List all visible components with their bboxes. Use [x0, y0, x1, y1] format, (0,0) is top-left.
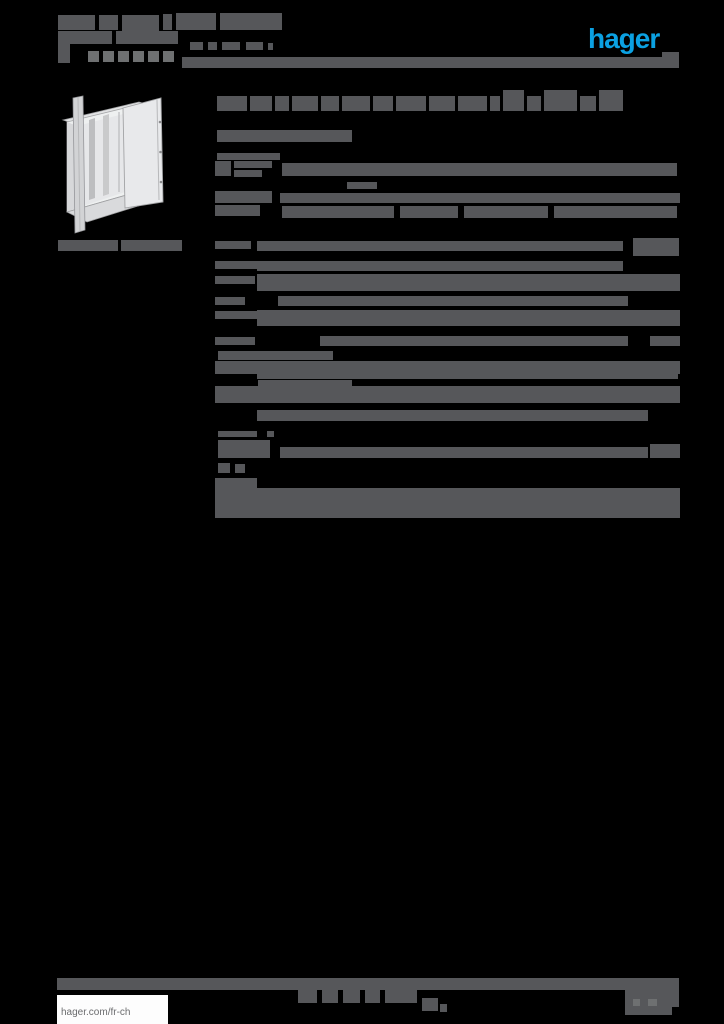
redacted-text-block [121, 240, 182, 251]
redacted-text-block [218, 440, 270, 458]
redacted-text-block [342, 96, 370, 111]
redacted-text-block [400, 206, 458, 218]
redacted-text-block [220, 13, 282, 30]
hager-logo: hager [588, 23, 660, 54]
redacted-text-block [215, 478, 257, 488]
redacted-text-block [58, 15, 95, 30]
redacted-text-block [58, 240, 118, 251]
redacted-text-block [298, 990, 317, 1003]
redacted-text-block [218, 431, 257, 437]
redacted-text-block [122, 15, 159, 31]
redacted-text-block [215, 191, 272, 203]
redacted-text-block [633, 999, 640, 1006]
redacted-text-block [217, 153, 280, 160]
redacted-text-block [257, 310, 680, 326]
redacted-text-block [163, 14, 172, 30]
redacted-text-block [99, 15, 118, 30]
redacted-text-block [215, 386, 680, 403]
redacted-text-block [396, 96, 426, 111]
footer-website-box [57, 995, 168, 1024]
redacted-text-block [343, 990, 360, 1003]
redacted-text-block [280, 447, 648, 458]
redacted-text-block [215, 241, 251, 249]
redacted-text-block [648, 999, 657, 1006]
redacted-text-block [118, 51, 129, 62]
redacted-text-block [320, 336, 628, 346]
redacted-text-block [373, 96, 393, 111]
redacted-text-block [218, 463, 230, 473]
redacted-text-block [148, 51, 159, 62]
redacted-text-block [464, 206, 548, 218]
redacted-text-block [182, 57, 679, 68]
redacted-text-block [347, 182, 377, 189]
redacted-text-block [257, 371, 678, 379]
redacted-text-block [217, 96, 247, 111]
redacted-text-block [650, 444, 680, 458]
redacted-text-block [176, 13, 216, 30]
redacted-text-block [103, 51, 114, 62]
redacted-text-block [422, 998, 438, 1011]
redacted-text-block [278, 296, 628, 306]
redacted-text-block [215, 488, 680, 518]
redacted-text-block [215, 161, 231, 176]
redacted-text-block [490, 96, 500, 111]
redacted-text-block [257, 241, 623, 251]
redacted-text-block [440, 1004, 447, 1012]
redacted-text-block [58, 31, 112, 44]
door-hinge-dot [160, 181, 163, 184]
redacted-text-block [234, 161, 272, 168]
product-image-enclosure [57, 90, 169, 238]
redacted-text-block [365, 990, 380, 1003]
redacted-text-block [250, 96, 272, 111]
redacted-text-block [215, 297, 245, 305]
redacted-text-block [235, 464, 245, 473]
redacted-text-block [88, 51, 99, 62]
redacted-text-block [133, 51, 144, 62]
redacted-text-block [275, 96, 289, 111]
redacted-text-block [527, 96, 541, 111]
redacted-text-block [267, 431, 274, 437]
redacted-text-block [222, 42, 240, 50]
redacted-text-block [458, 96, 487, 111]
redacted-text-block [257, 410, 648, 421]
enclosure-rail [103, 114, 109, 196]
redacted-text-block [599, 90, 623, 111]
redacted-text-block [321, 96, 339, 111]
redacted-text-block [625, 1007, 672, 1015]
redacted-text-block [292, 96, 318, 111]
redacted-text-block [58, 44, 70, 63]
redacted-text-block [580, 96, 596, 111]
redacted-text-block [257, 261, 623, 271]
door-hinge-dot [159, 121, 162, 124]
redacted-text-block [246, 42, 263, 50]
redacted-text-block [503, 90, 524, 111]
redacted-text-block [282, 206, 394, 218]
redacted-text-block [215, 261, 257, 269]
redacted-text-block [385, 990, 417, 1003]
redacted-text-block [282, 163, 677, 176]
redacted-text-block [280, 193, 680, 203]
redacted-text-block [544, 90, 577, 111]
footer-website-text: hager.com/fr-ch [61, 1007, 131, 1018]
redacted-text-block [215, 276, 255, 284]
redacted-text-block [268, 43, 273, 50]
redacted-text-block [429, 96, 455, 111]
redacted-text-block [322, 990, 338, 1003]
redacted-text-block [234, 170, 262, 177]
door-hinge-dot [159, 151, 162, 154]
redacted-text-block [116, 31, 178, 44]
redacted-text-block [554, 206, 677, 218]
redacted-text-block [217, 130, 352, 142]
redacted-text-block [215, 337, 255, 345]
redacted-text-block [163, 51, 174, 62]
redacted-text-block [190, 42, 203, 50]
redacted-text-block [57, 978, 679, 990]
redacted-text-block [215, 205, 260, 216]
redacted-text-block [257, 274, 680, 291]
enclosure-rail [89, 118, 95, 200]
redacted-text-block [662, 52, 679, 59]
redacted-text-block [208, 42, 217, 50]
redacted-text-block [218, 351, 333, 360]
redacted-text-block [633, 238, 679, 256]
redacted-text-block [650, 336, 680, 346]
